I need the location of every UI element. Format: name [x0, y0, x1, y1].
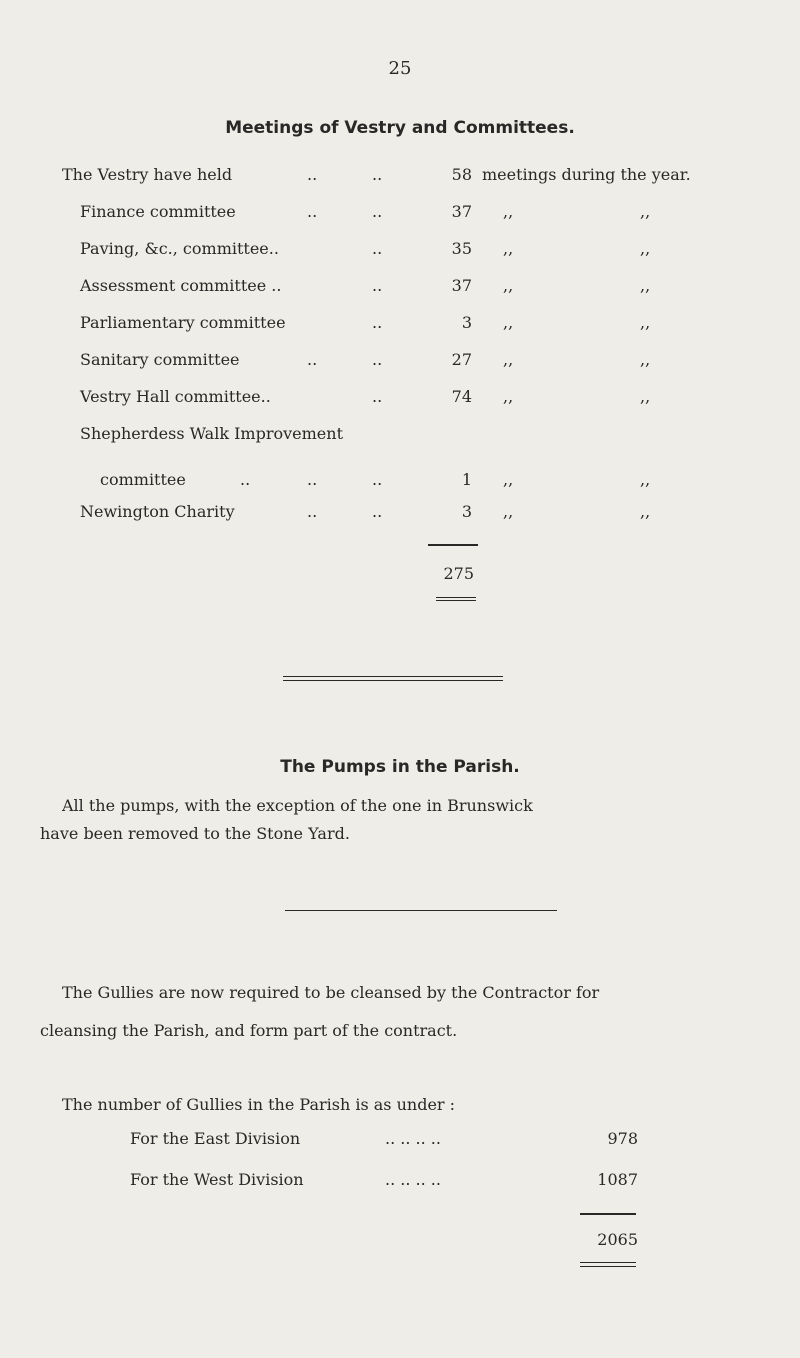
ditto-mark: ,, [503, 350, 514, 369]
leader-dots: .. [240, 470, 251, 489]
leader-dots: .. [372, 165, 383, 184]
ditto-mark: ,, [640, 239, 651, 258]
leader-dots: .. [372, 350, 383, 369]
row-label: Parliamentary committee [80, 313, 286, 332]
leader-dots: .. [372, 502, 383, 521]
leader-dots: .. [307, 165, 318, 184]
meeting-count: 27 [451, 350, 472, 369]
table-row [0, 387, 800, 415]
division-label: For the West Division [130, 1170, 304, 1189]
row-label: Finance committee [80, 202, 236, 221]
pumps-text-line: have been removed to the Stone Yard. [40, 824, 350, 843]
pumps-text-line: All the pumps, with the exception of the one in Brunswick [62, 796, 533, 815]
leader-dots: .. [307, 202, 318, 221]
gully-count: 978 [607, 1129, 638, 1148]
ditto-mark: ,, [640, 387, 651, 406]
meeting-count: 74 [451, 387, 472, 406]
double-rule-bottom [436, 600, 476, 601]
row-label: Shepherdess Walk Improvement [80, 424, 344, 443]
list-item [0, 1170, 800, 1198]
row-label: Assessment committee .. [80, 276, 282, 295]
table-row [0, 165, 800, 193]
table-row [0, 313, 800, 341]
ditto-mark: ,, [503, 502, 514, 521]
ditto-mark: ,, [503, 276, 514, 295]
section-divider-top [283, 676, 503, 677]
division-label: For the East Division [130, 1129, 301, 1148]
ditto-mark: ,, [503, 470, 514, 489]
sum-rule [428, 544, 478, 546]
table-row [0, 350, 800, 378]
ditto-mark: ,, [640, 276, 651, 295]
ditto-mark: ,, [640, 350, 651, 369]
table-row [0, 470, 800, 498]
meetings-total: 275 [443, 564, 474, 583]
section-divider-bottom [283, 680, 503, 681]
double-rule-top [436, 597, 476, 598]
leader-dots: .. .. .. .. [385, 1129, 441, 1148]
table-row [0, 239, 800, 267]
list-item [0, 1129, 800, 1157]
section-divider [285, 910, 557, 911]
meeting-count: 37 [451, 276, 472, 295]
row-label: Sanitary committee [80, 350, 240, 369]
table-row [0, 502, 800, 530]
meeting-count: 3 [461, 502, 472, 521]
ditto-mark: ,, [640, 470, 651, 489]
pumps-heading: The Pumps in the Parish. [280, 757, 520, 777]
ditto-mark: ,, [503, 313, 514, 332]
ditto-mark: ,, [503, 202, 514, 221]
row-label: Newington Charity [80, 502, 235, 521]
ditto-mark: ,, [503, 387, 514, 406]
row-label: The Vestry have held [62, 165, 233, 184]
gully-count: 1087 [597, 1170, 638, 1189]
ditto-mark: ,, [640, 202, 651, 221]
meeting-count: 35 [451, 239, 472, 258]
meetings-heading: Meetings of Vestry and Committees. [225, 118, 575, 138]
ditto-mark: ,, [503, 239, 514, 258]
meeting-count: 1 [461, 470, 472, 489]
table-row [0, 424, 800, 452]
leader-dots: .. [307, 470, 318, 489]
leader-dots: .. .. .. .. [385, 1170, 441, 1189]
row-label: committee [100, 470, 186, 489]
page-number: 25 [388, 58, 412, 79]
leader-dots: .. [372, 276, 383, 295]
gullies-total: 2065 [597, 1230, 638, 1249]
row-label: Paving, &c., committee.. [80, 239, 279, 258]
double-rule-bottom [580, 1266, 636, 1267]
leader-dots: .. [372, 470, 383, 489]
gullies-text-line: cleansing the Parish, and form part of the contract. [40, 1021, 458, 1040]
gullies-intro: The number of Gullies in the Parish is as under : [62, 1095, 456, 1114]
leader-dots: .. [307, 350, 318, 369]
ditto-mark: ,, [640, 502, 651, 521]
table-row [0, 202, 800, 230]
leader-dots: .. [372, 313, 383, 332]
leader-dots: .. [372, 202, 383, 221]
table-row [0, 276, 800, 304]
ditto-mark: ,, [640, 313, 651, 332]
row-label: Vestry Hall committee.. [80, 387, 271, 406]
leader-dots: .. [372, 239, 383, 258]
meeting-count: 3 [461, 313, 472, 332]
leader-dots: .. [307, 502, 318, 521]
double-rule-top [580, 1262, 636, 1263]
meeting-count: 58 [451, 165, 472, 184]
row-suffix: meetings during the year. [482, 165, 691, 184]
meeting-count: 37 [451, 202, 472, 221]
leader-dots: .. [372, 387, 383, 406]
gullies-text-line: The Gullies are now required to be cleansed by the Contractor for [62, 983, 600, 1002]
sum-rule [580, 1213, 636, 1215]
